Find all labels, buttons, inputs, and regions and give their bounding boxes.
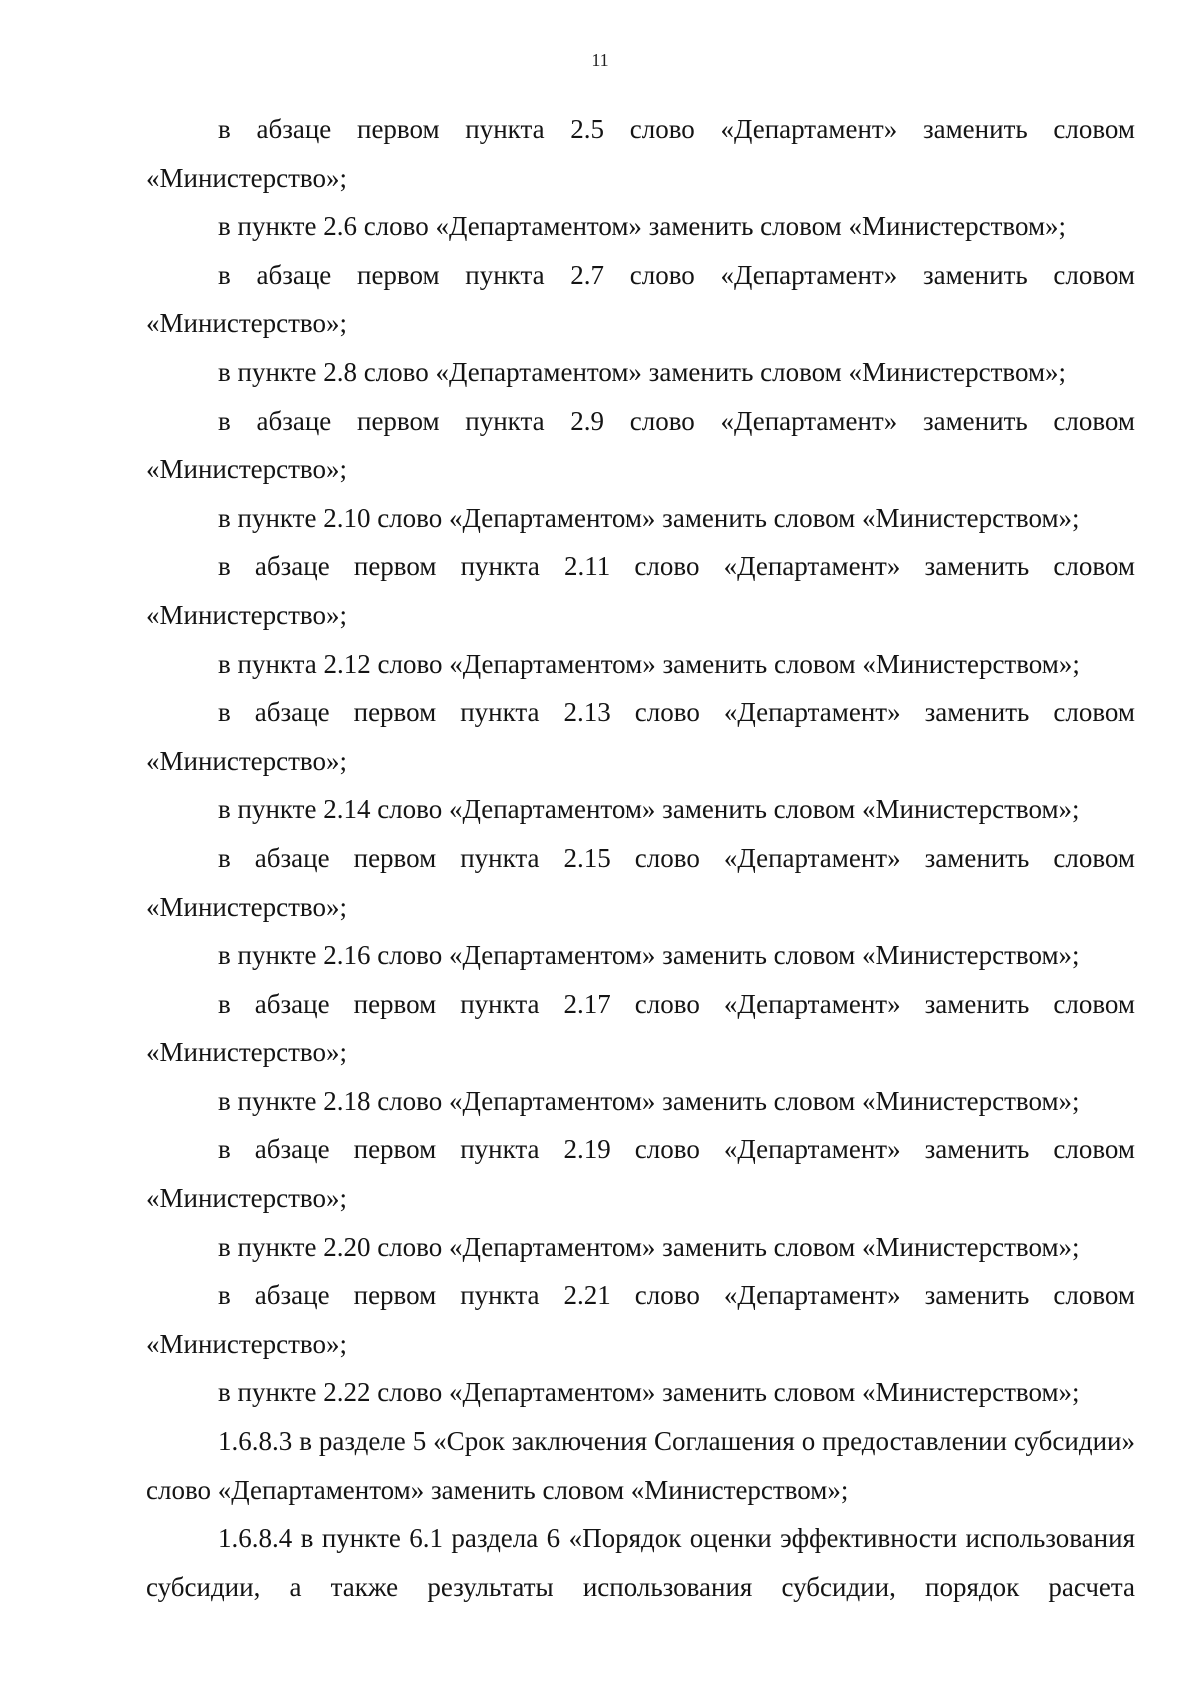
paragraph-2-7: в абзаце первом пункта 2.7 слово «Департамент» заменить словом «Министерство»;: [146, 259, 1135, 339]
document-body: [146, 105, 1135, 1611]
paragraph-2-6: в пункте 2.6 слово «Департаментом» заменить словом «Министерством»;: [218, 211, 1067, 242]
paragraph-2-19: в абзаце первом пункта 2.19 слово «Департамент» заменить словом «Министерство»;: [146, 1134, 1135, 1214]
paragraph-2-18: в пункте 2.18 слово «Департаментом» заменить словом «Министерством»;: [218, 1085, 1080, 1116]
paragraph-2-20: в пункте 2.20 слово «Департаментом» заменить словом «Министерством»;: [218, 1231, 1080, 1262]
paragraph-2-13: в абзаце первом пункта 2.13 слово «Департамент» заменить словом «Министерство»;: [146, 697, 1135, 776]
paragraph-2-9: в абзаце первом пункта 2.9 слово «Департамент» заменить словом «Министерство»;: [146, 405, 1135, 485]
paragraph-2-5: в абзаце первом пункта 2.5 слово «Департамент» заменить словом «Министерство»;: [146, 114, 1135, 193]
paragraph-2-10: в пункте 2.10 слово «Департаментом» заменить словом «Министерством»;: [218, 502, 1080, 533]
paragraph-2-15: в абзаце первом пункта 2.15 слово «Департамент» заменить словом «Министерство»;: [146, 842, 1135, 922]
paragraph-2-14: в пункте 2.14 слово «Департаментом» заменить словом «Министерством»;: [218, 794, 1080, 825]
paragraph-2-8: в пункте 2.8 слово «Департаментом» заменить словом «Министерством»;: [218, 356, 1067, 387]
page-number: 11: [591, 50, 609, 70]
paragraph-2-11: в абзаце первом пункта 2.11 слово «Департамент» заменить словом «Министерство»;: [146, 551, 1135, 630]
paragraph-1-6-8-4: 1.6.8.4 в пункте 6.1 раздела 6 «Порядок оценки эффективности использования субсидии, а также результаты использования субсидии, порядок расчета: [146, 1523, 1135, 1602]
paragraph-2-12: в пункта 2.12 слово «Департаментом» заменить словом «Министерством»;: [218, 648, 1080, 679]
paragraph-2-21: в абзаце первом пункта 2.21 слово «Департамент» заменить словом «Министерство»;: [146, 1280, 1135, 1359]
paragraph-2-17: в абзаце первом пункта 2.17 слово «Департамент» заменить словом «Министерство»;: [146, 988, 1135, 1068]
paragraph-2-16: в пункте 2.16 слово «Департаментом» заменить словом «Министерством»;: [218, 940, 1080, 971]
paragraph-2-22: в пункте 2.22 слово «Департаментом» заменить словом «Министерством»;: [218, 1377, 1080, 1408]
paragraph-1-6-8-3: 1.6.8.3 в разделе 5 «Срок заключения Соглашения о предоставлении субсидии» слово «Департаментом» заменить словом «Министерством»;: [146, 1426, 1135, 1505]
